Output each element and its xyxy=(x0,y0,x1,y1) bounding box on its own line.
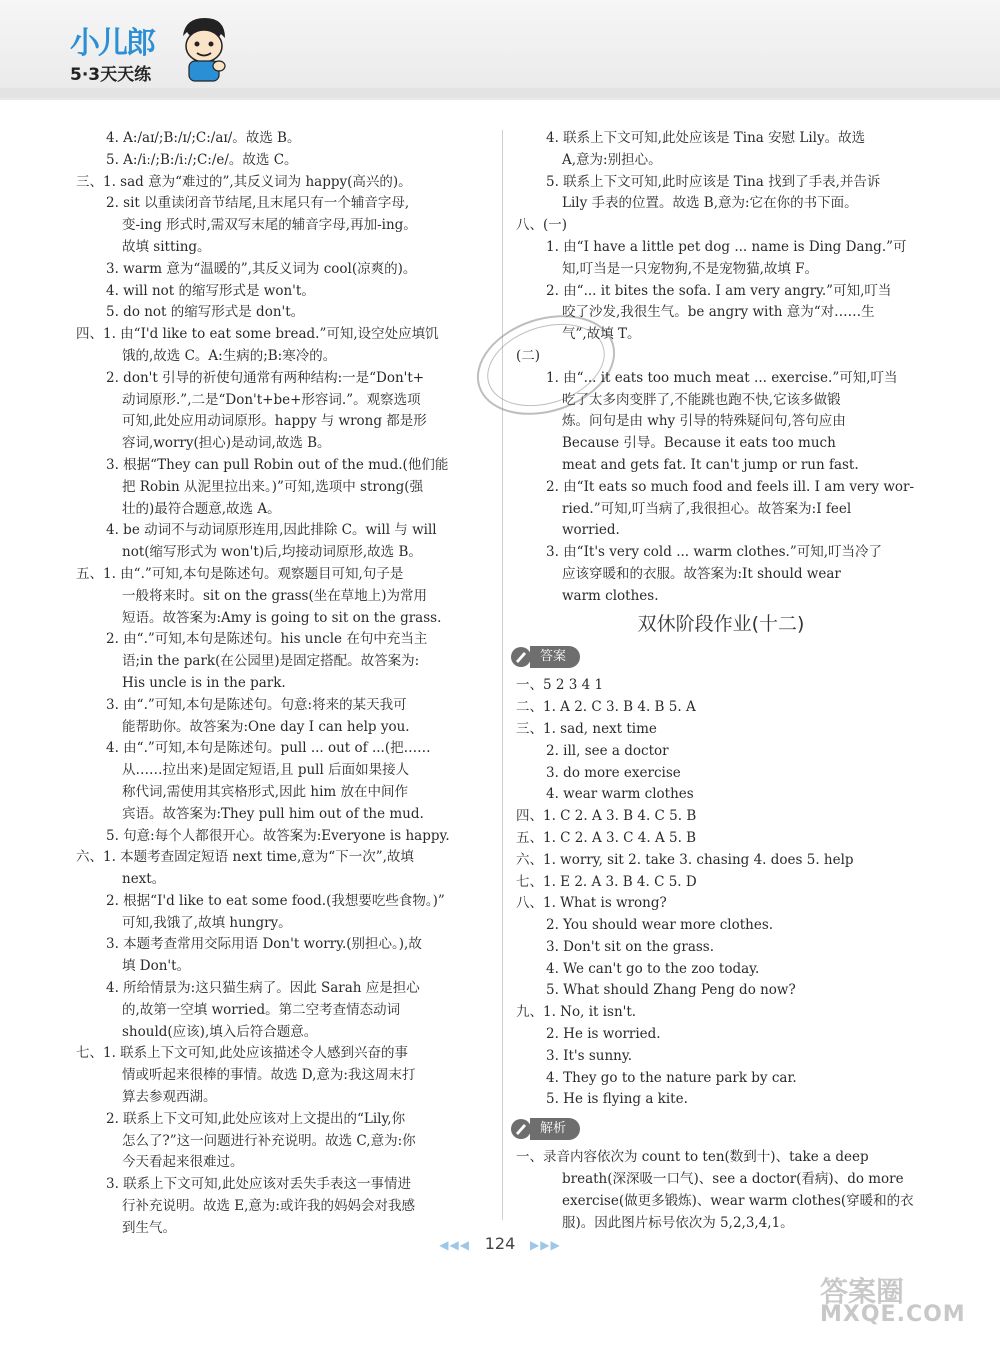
watermark-url: MXQE.COM xyxy=(820,1302,966,1327)
text-line: 气”,故填 T。 xyxy=(562,326,641,343)
text-line: 5. A:/iː/;B:/iː/;C:/e/。故选 C。 xyxy=(106,151,298,168)
analysis-tag xyxy=(510,1117,926,1141)
text-line: 一、录音内容依次为 count to ten(数到十)、take a deep xyxy=(516,1149,869,1166)
text-line: 七、1. 联系上下文可知,此处应该描述令人感到兴奋的事 xyxy=(76,1045,408,1062)
text-line: worried. xyxy=(562,522,620,539)
text-line: 4. They go to the nature park by car. xyxy=(546,1069,797,1086)
text-line: 服)。因此图片标号依次为 5,2,3,4,1。 xyxy=(562,1214,794,1231)
text-line: 4. wear warm clothes xyxy=(546,786,694,803)
text-line: 5. 联系上下文可知,此时应该是 Tina 找到了手表,并告诉 xyxy=(546,173,881,190)
text-line: 2. 由“.”可知,本句是陈述句。his uncle 在句中充当主 xyxy=(106,631,428,648)
analysis-tag-label: 解析 xyxy=(530,1118,580,1140)
text-line: 语;in the park(在公园里)是固定搭配。故答案为: xyxy=(122,653,420,670)
text-line: 一般将来时。sit on the grass(坐在草地上)为常用 xyxy=(122,587,428,604)
text-line: exercise(做更多锻炼)、wear warm clothes(穿暖和的衣 xyxy=(562,1192,914,1209)
text-line: 3. 本题考查常用交际用语 Don't worry.(别担心。),故 xyxy=(106,936,422,953)
text-line: 六、1. 本题考查固定短语 next time,意为“下一次”,故填 xyxy=(76,849,414,866)
banner-strip xyxy=(0,88,1000,98)
text-line: 4. A:/aɪ/;B:/ɪ/;C:/aɪ/。故选 B。 xyxy=(106,130,301,146)
text-line: 三、1. sad 意为“难过的”,其反义词为 happy(高兴的)。 xyxy=(76,173,412,190)
text-line: 5. What should Zhang Peng do now? xyxy=(546,982,796,999)
left-column xyxy=(76,128,488,1240)
text-line: 四、1. 由“I'd like to eat some bread.”可知,设空处应填饥 xyxy=(76,326,439,343)
text-line: 5. 句意:每个人都很开心。故答案为:Everyone is happy. xyxy=(106,827,450,844)
text-line: 应该穿暖和的衣服。故答案为:It should wear xyxy=(562,565,841,582)
text-line: 一、5 2 3 4 1 xyxy=(516,677,604,694)
text-line: 六、1. worry, sit 2. take 3. chasing 4. does 5. help xyxy=(516,851,854,868)
text-line: 2. don't 引导的祈使句通常有两种结构:一是“Don't+ xyxy=(106,369,425,386)
text-line: 三、1. sad, next time xyxy=(516,720,657,737)
text-line: His uncle is in the park. xyxy=(122,674,286,691)
text-line: 填 Don't。 xyxy=(122,958,191,975)
text-line: 3. Don't sit on the grass. xyxy=(546,938,715,955)
analysis-continued xyxy=(516,128,926,608)
text-line: 4. will not 的缩写形式是 won't。 xyxy=(106,282,315,299)
analysis-list xyxy=(516,1147,926,1234)
brand-subtitle: 5·3天天练 xyxy=(70,65,152,85)
text-line: 七、1. E 2. A 3. B 4. C 5. D xyxy=(516,873,697,890)
text-line: 怎么了?”这一问题进行补充说明。故选 C,意为:你 xyxy=(122,1132,416,1149)
text-line: 的,故第一空填 worried。第二空考查情态动词 xyxy=(122,1001,401,1018)
text-line: 动词原形.”,二是“Don't+be+形容词.”。观察选项 xyxy=(122,391,421,408)
text-line: 到生气。 xyxy=(122,1219,176,1236)
text-line: 5. do not 的缩写形式是 don't。 xyxy=(106,304,305,321)
text-line: 宾语。故答案为:They pull him out of the mud. xyxy=(122,805,424,822)
brand-logo xyxy=(70,18,154,85)
answers-list xyxy=(516,675,926,1111)
text-line: 行补充说明。故选 E,意为:或许我的妈妈会对我感 xyxy=(122,1198,415,1215)
text-line: 咬了沙发,我很生气。be angry with 意为“对……生 xyxy=(562,304,875,321)
prev-arrows-icon: ◀◀◀ xyxy=(439,1238,470,1252)
section-title: 双休阶段作业(十二) xyxy=(637,612,805,635)
text-line: not(缩写形式为 won't)后,均接动词原形,故选 B。 xyxy=(122,544,422,561)
text-line: 壮的)最符合题意,故选 A。 xyxy=(122,500,281,517)
column-divider xyxy=(502,130,503,1220)
text-line: 3. 由“.”可知,本句是陈述句。句意:将来的某天我可 xyxy=(106,696,407,713)
text-line: 五、1. 由“.”可知,本句是陈述句。观察题目可知,句子是 xyxy=(76,565,404,582)
brand-title: 小儿郎 xyxy=(70,26,154,61)
text-line: 可知,我饿了,故填 hungry。 xyxy=(122,914,292,931)
page-number: 124 xyxy=(484,1234,516,1253)
text-line: 从……拉出来)是固定短语,且 pull 后面如果接人 xyxy=(122,762,410,779)
text-line: 短语。故答案为:Amy is going to sit on the grass. xyxy=(122,609,442,626)
text-line: 1. 由“I have a little pet dog ... name is Ding Dang.”可 xyxy=(546,238,907,255)
text-line: 称代词,需使用其宾格形式,因此 him 放在中间作 xyxy=(122,783,408,800)
text-line: 炼。问句是由 why 引导的特殊疑问句,答句应由 xyxy=(562,413,846,430)
text-line: (二) xyxy=(516,347,541,364)
text-line: 八、(一) xyxy=(516,217,568,234)
next-arrows-icon: ▶▶▶ xyxy=(530,1238,561,1252)
text-line: should(应该),填入后符合题意。 xyxy=(122,1023,318,1040)
text-line: Lily 手表的位置。故选 B,意为:它在你的书下面。 xyxy=(562,195,858,212)
text-line: 二、1. A 2. C 3. B 4. B 5. A xyxy=(516,699,696,716)
text-line: 吃了太多肉变胖了,不能跳也跑不快,它该多做锻 xyxy=(562,391,841,408)
answer-tag-label: 答案 xyxy=(530,646,580,668)
text-line: 2. He is worried. xyxy=(546,1026,661,1043)
text-line: 变-ing 形式时,需双写末尾的辅音字母,再加-ing。 xyxy=(122,217,417,234)
text-line: 3. 联系上下文可知,此处应该对丢失手表这一事情进 xyxy=(106,1176,411,1193)
text-line: Because 引导。Because it eats too much xyxy=(562,435,836,452)
text-line: 2. 联系上下文可知,此处应该对上文提出的“Lily,你 xyxy=(106,1110,406,1127)
text-line: 4. be 动词不与动词原形连用,因此排除 C。will 与 will xyxy=(106,522,437,539)
text-line: 2. You should wear more clothes. xyxy=(546,917,774,934)
text-line: 2. sit 以重读闭音节结尾,且末尾只有一个辅音字母, xyxy=(106,195,410,212)
page-banner xyxy=(0,0,1000,100)
page-footer xyxy=(0,1234,1000,1253)
pen-icon xyxy=(510,1118,532,1140)
text-line: 情或听起来很棒的事情。故选 D,意为:我这周末打 xyxy=(122,1067,416,1084)
text-line: breath(深深吸一口气)、see a doctor(看病)、do more xyxy=(562,1171,904,1188)
answer-tag xyxy=(510,645,926,669)
text-line: 五、1. C 2. A 3. C 4. A 5. B xyxy=(516,829,697,846)
text-line: warm clothes. xyxy=(562,587,659,604)
text-line: 故填 sitting。 xyxy=(122,238,211,255)
text-line: 4. 联系上下文可知,此处应该是 Tina 安慰 Lily。故选 xyxy=(546,130,866,146)
text-line: 2. ill, see a doctor xyxy=(546,742,669,759)
text-line: 九、1. No, it isn't. xyxy=(516,1004,637,1021)
boy-mascot-icon xyxy=(175,14,233,84)
text-line: 算去参观西湖。 xyxy=(122,1089,217,1106)
text-line: 3. do more exercise xyxy=(546,764,681,781)
text-line: 四、1. C 2. A 3. B 4. C 5. B xyxy=(516,808,697,825)
text-line: next。 xyxy=(122,871,166,888)
watermark-logo: 答案圈 xyxy=(820,1275,905,1308)
text-line: 2. 由“... it bites the sofa. I am very angry.”可知,叮当 xyxy=(546,282,892,299)
text-line: 饿的,故选 C。A:生病的;B:寒冷的。 xyxy=(122,347,337,364)
text-line: 今天看起来很难过。 xyxy=(122,1154,244,1171)
text-line: 4. 由“.”可知,本句是陈述句。pull ... out of ...(把…… xyxy=(106,740,431,757)
text-line: 1. 由“... it eats too much meat ... exercise.”可知,叮当 xyxy=(546,369,898,386)
text-line: 5. He is flying a kite. xyxy=(546,1091,688,1108)
text-line: 把 Robin 从泥里拉出来。)”可知,选项中 strong(强 xyxy=(122,478,424,495)
text-line: 知,叮当是一只宠物狗,不是宠物猫,故填 F。 xyxy=(562,260,819,277)
pen-icon xyxy=(510,646,532,668)
text-line: 2. 根据“I'd like to eat some food.(我想要吃些食物。)” xyxy=(106,892,445,909)
text-line: 可知,此处应用动词原形。happy 与 wrong 都是形 xyxy=(122,413,427,430)
text-line: A,意为:别担心。 xyxy=(562,151,662,168)
right-column xyxy=(516,128,926,1234)
text-line: meat and gets fat. It can't jump or run fast. xyxy=(562,456,859,473)
text-line: 容词,worry(担心)是动词,故选 B。 xyxy=(122,435,331,452)
text-line: 能帮助你。故答案为:One day I can help you. xyxy=(122,718,410,735)
text-line: 3. warm 意为“温暖的”,其反义词为 cool(凉爽的)。 xyxy=(106,260,417,277)
text-line: 3. It's sunny. xyxy=(546,1047,632,1064)
text-line: 八、1. What is wrong? xyxy=(516,895,667,912)
text-line: 4. We can't go to the zoo today. xyxy=(546,960,760,977)
text-line: 3. 由“It's very cold ... warm clothes.”可知,叮当冷了 xyxy=(546,544,883,561)
text-line: 4. 所给情景为:这只猫生病了。因此 Sarah 应是担心 xyxy=(106,980,420,997)
text-line: 3. 根据“They can pull Robin out of the mud.(他们能 xyxy=(106,456,449,473)
text-line: ried.”可知,叮当病了,我很担心。故答案为:I feel xyxy=(562,500,852,517)
text-line: 2. 由“It eats so much food and feels ill. I am very wor- xyxy=(546,478,915,495)
